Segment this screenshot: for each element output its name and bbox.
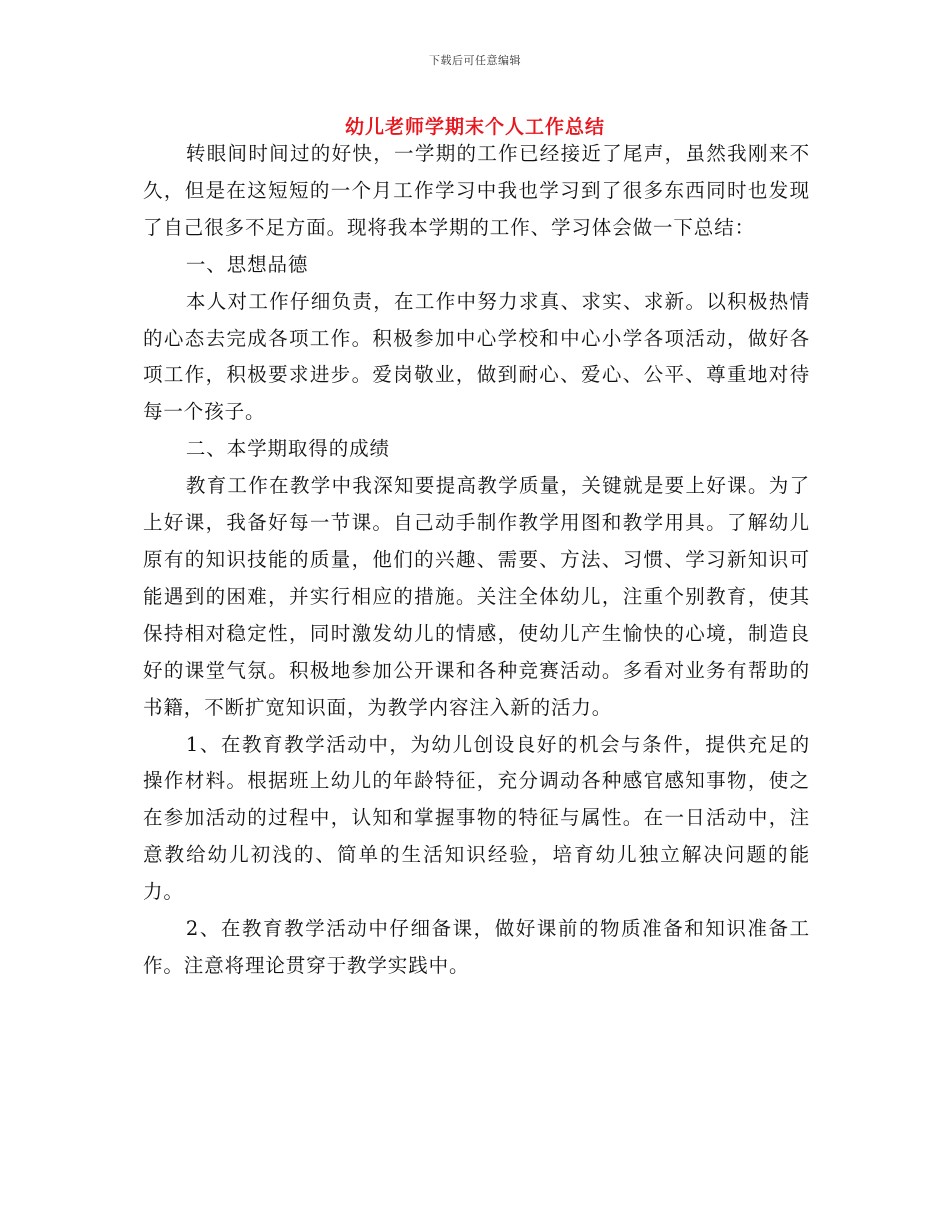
point-1-paragraph: 1、在教育教学活动中，为幼儿创设良好的机会与条件，提供充足的操作材料。根据班上幼儿的年龄特征，充分调动各种感官感知事物，使之在参加活动的过程中，认知和掌握事物的特征与属性。在一日活动中，注意教给幼儿初浅的、简单的生活知识经验，培育幼儿独立解决问题的能力。 — [143, 732, 810, 904]
section-heading-ideology: 一、思想品德 — [185, 252, 309, 276]
ideology-paragraph: 本人对工作仔细负责，在工作中努力求真、求实、求新。以积极热情的心态去完成各项工作。积极参加中心学校和中心小学各项活动，做好各项工作，积极要求进步。爱岗敬业，做到耐心、爱心、公平、尊重地对待每一个孩子。 — [143, 289, 810, 424]
page-header-note: 下载后可任意编辑 — [429, 54, 521, 67]
document-title: 幼儿老师学期末个人工作总结 — [344, 116, 605, 138]
section-heading-achievements: 二、本学期取得的成绩 — [185, 437, 390, 461]
intro-paragraph: 转眼间时间过的好快，一学期的工作已经接近了尾声，虽然我刚来不久，但是在这短短的一个月工作学习中我也学习到了很多东西同时也发现了自己很多不足方面。现将我本学期的工作、学习体会做一下总结： — [143, 142, 810, 239]
achievements-paragraph: 教育工作在教学中我深知要提高教学质量，关键就是要上好课。为了上好课，我备好每一节课。自己动手制作教学用图和教学用具。了解幼儿原有的知识技能的质量，他们的兴趣、需要、方法、习惯、学习新知识可能遇到的困难，并实行相应的措施。关注全体幼儿，注重个别教育，使其保持相对稳定性，同时激发幼儿的情感，使幼儿产生愉快的心境，制造良好的课堂气氛。积极地参加公开课和各种竞赛活动。多看对业务有帮助的书籍，不断扩宽知识面，为教学内容注入新的活力。 — [143, 474, 810, 719]
document-body — [143, 136, 810, 985]
point-2-paragraph: 2、在教育教学活动中仔细备课，做好课前的物质准备和知识准备工作。注意将理论贯穿于教学实践中。 — [143, 917, 810, 977]
